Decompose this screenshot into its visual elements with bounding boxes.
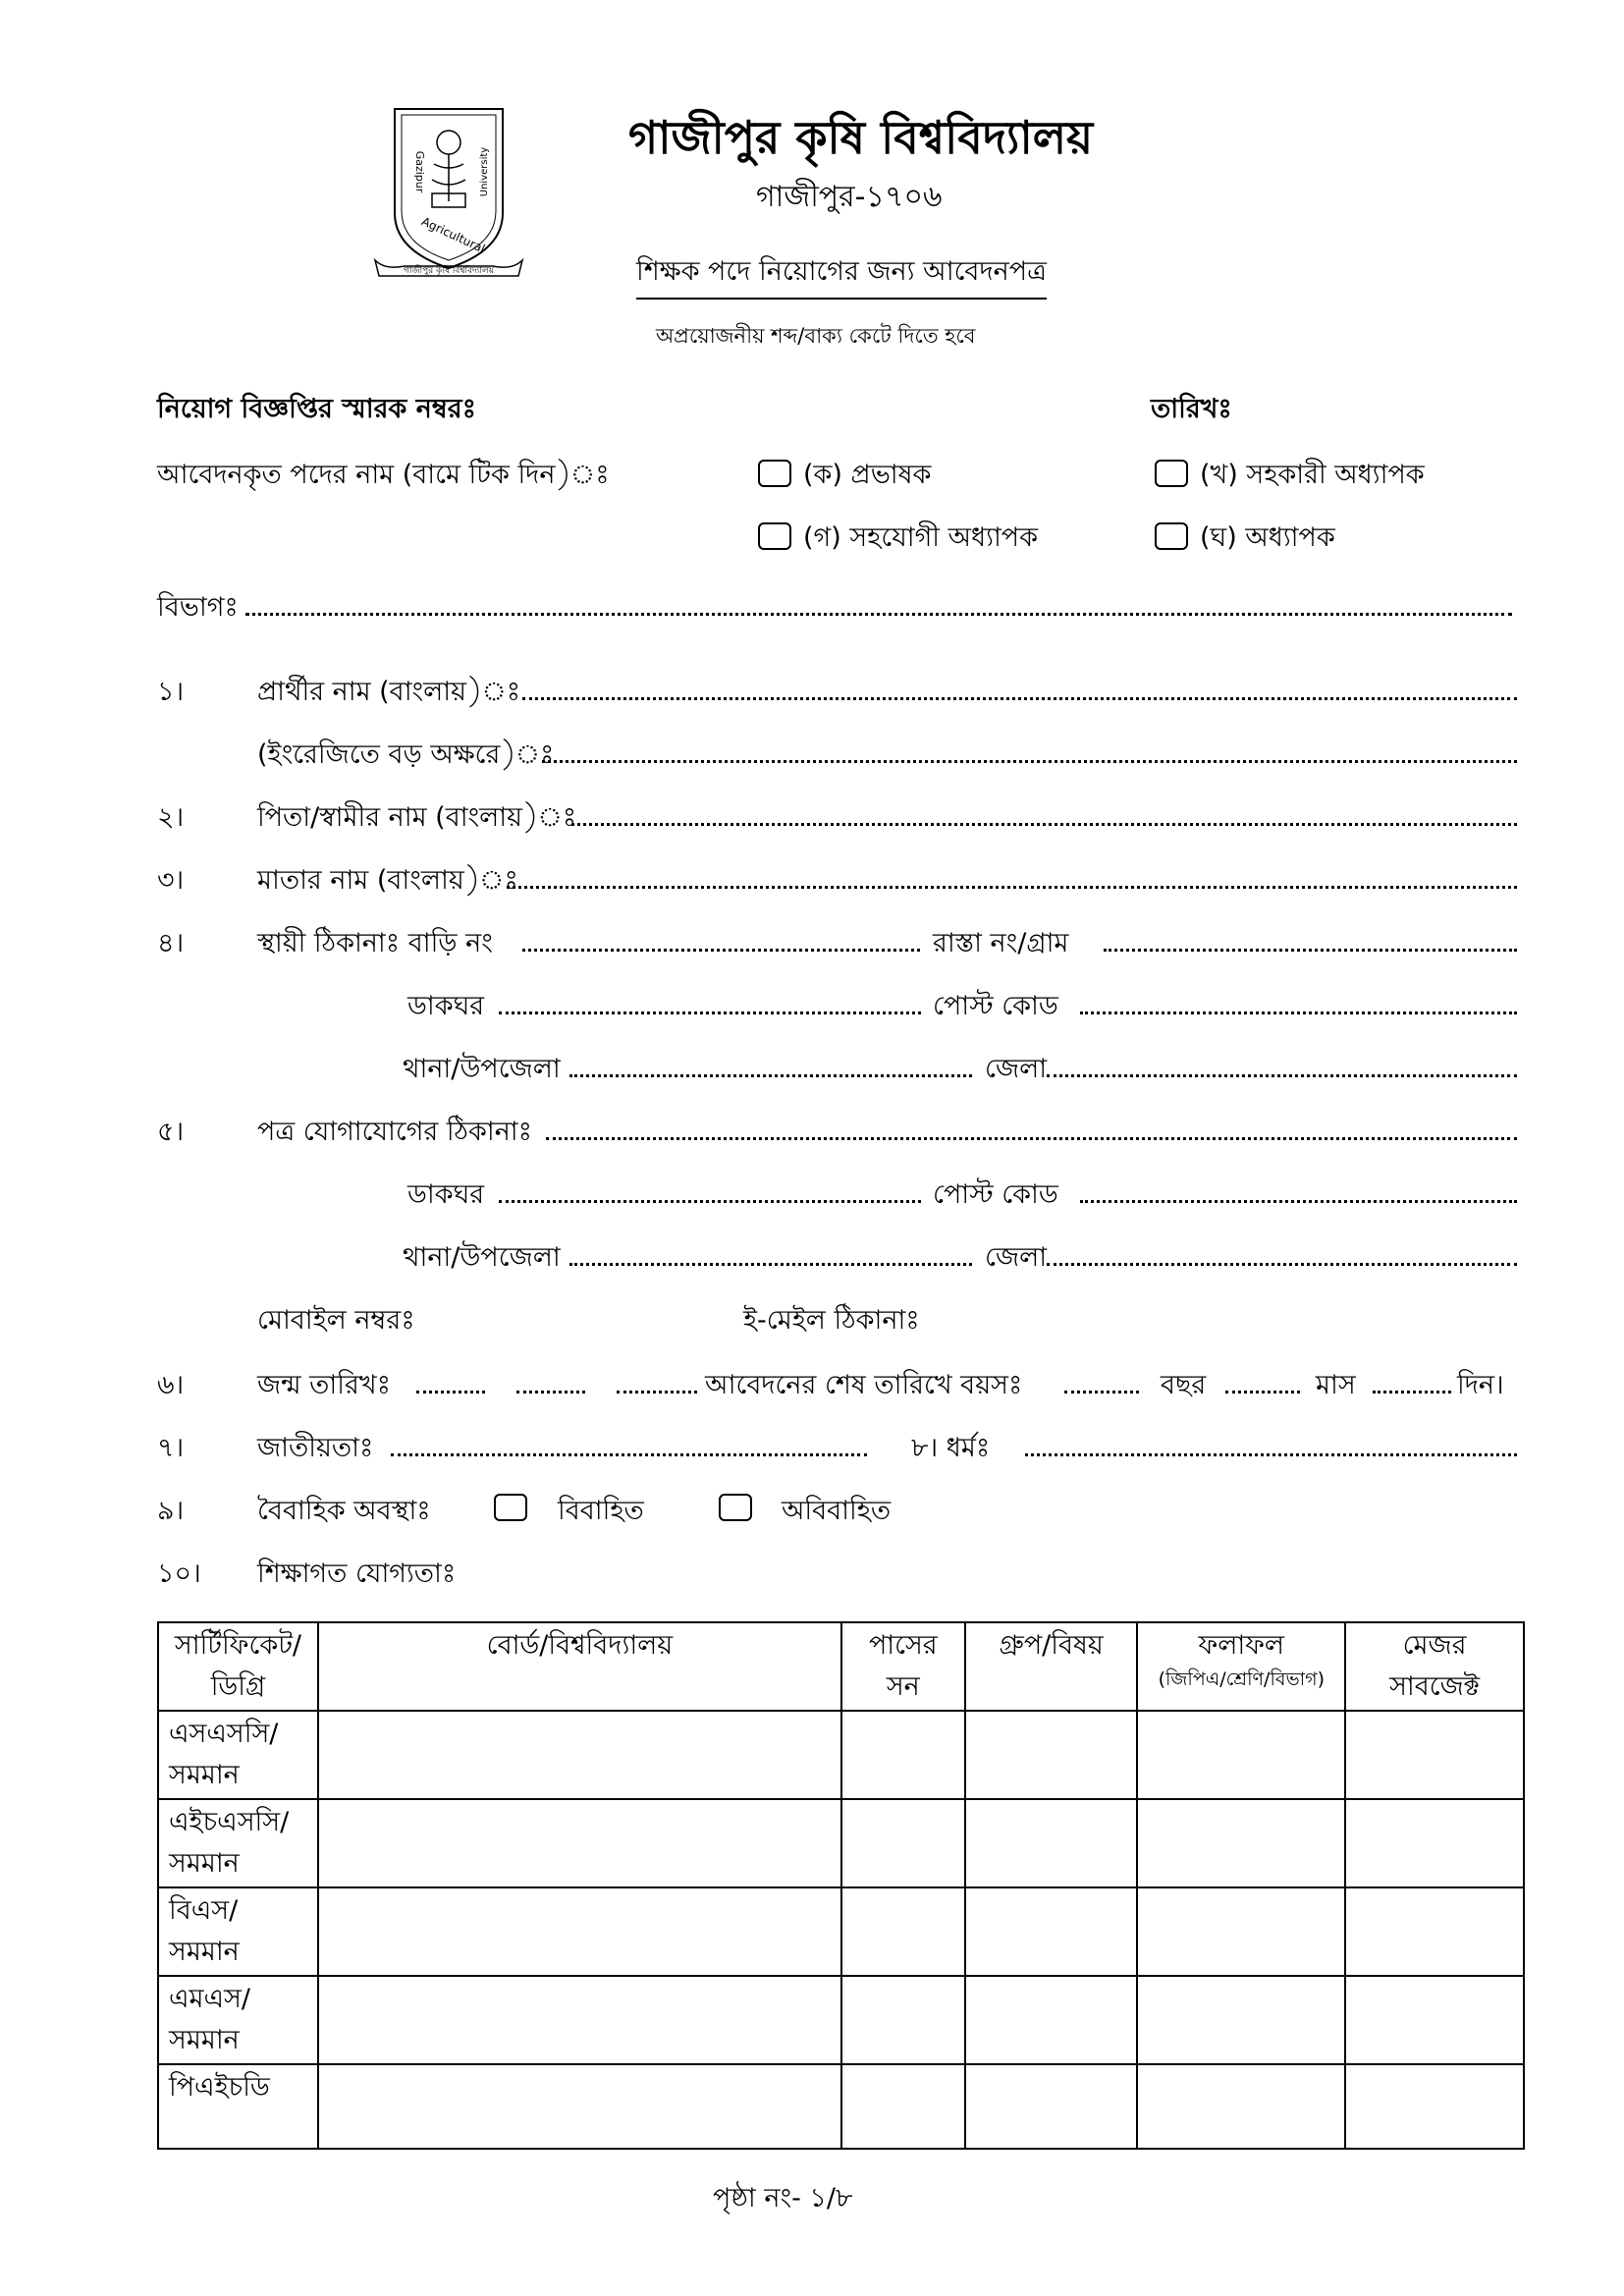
- department-field[interactable]: [245, 613, 1512, 616]
- table-cell[interactable]: [1345, 2064, 1524, 2149]
- table-cell[interactable]: [965, 1976, 1138, 2064]
- perm-postcode-label: পোস্ট কোড: [933, 991, 1058, 1021]
- unmarried-label: অবিবাহিত: [782, 1496, 892, 1526]
- university-logo: [365, 103, 532, 280]
- svg-text:গাজীপুর কৃষি বিশ্ববিদ্যালয়: গাজীপুর কৃষি বিশ্ববিদ্যালয়: [403, 266, 495, 276]
- age-year-field[interactable]: [1064, 1391, 1139, 1394]
- marital-label: বৈবাহিক অবস্থাঃ: [257, 1496, 431, 1526]
- table-cell[interactable]: [1137, 1976, 1345, 2064]
- religion-label: ৮। ধর্মঃ: [911, 1433, 991, 1463]
- table-header-row: [158, 1622, 1524, 1711]
- mother-label: মাতার নাম (বাংলায়)ঃ: [257, 865, 518, 896]
- nationality-field[interactable]: [391, 1453, 867, 1456]
- dob-month-field[interactable]: [516, 1391, 585, 1394]
- item-number-9: ৯।: [157, 1496, 185, 1526]
- dob-label: জন্ম তারিখঃ: [257, 1370, 391, 1400]
- item-number-4: ৪।: [157, 928, 185, 958]
- year-label: বছর: [1161, 1370, 1207, 1400]
- checkbox-lecturer[interactable]: [758, 460, 791, 487]
- table-cell[interactable]: [318, 1976, 841, 2064]
- col-result: [1137, 1622, 1345, 1711]
- mail-district-label: জেলা: [985, 1242, 1048, 1273]
- col-result-title: ফলাফল: [1198, 1630, 1285, 1661]
- col-certificate: সার্টিফিকেট/ ডিগ্রি: [158, 1622, 318, 1711]
- name-en-field[interactable]: [542, 760, 1517, 763]
- item-number-10: ১০।: [157, 1558, 201, 1589]
- table-cell[interactable]: [1137, 2064, 1345, 2149]
- table-row: [158, 1799, 1524, 1887]
- perm-house-label: স্থায়ী ঠিকানাঃ বাড়ি নং: [257, 928, 493, 958]
- table-row: [158, 1976, 1524, 2064]
- row-label: এমএস/ সমমান: [158, 1976, 318, 2064]
- table-cell[interactable]: [1345, 1976, 1524, 2064]
- table-cell[interactable]: [841, 1711, 965, 1799]
- perm-road-label: রাস্তা নং/গ্রাম: [933, 928, 1069, 958]
- perm-thana-label: থানা/উপজেলা: [403, 1054, 561, 1084]
- table-cell[interactable]: [965, 1711, 1138, 1799]
- mobile-label: মোবাইল নম্বরঃ: [257, 1305, 415, 1336]
- row-label: এসএসসি/ সমমান: [158, 1711, 318, 1799]
- col-group: গ্রুপ/বিষয়: [965, 1622, 1138, 1711]
- instruction-note: অপ্রয়োজনীয় শব্দ/বাক্য কেটে দিতে হবে: [656, 324, 976, 348]
- item-number-7: ৭।: [157, 1433, 185, 1463]
- table-cell[interactable]: [318, 1799, 841, 1887]
- table-row: [158, 1711, 1524, 1799]
- age-month-field[interactable]: [1225, 1391, 1300, 1394]
- post-label: আবেদনকৃত পদের নাম (বামে টিক দিন)ঃ: [157, 460, 610, 490]
- table-cell[interactable]: [1345, 1711, 1524, 1799]
- table-cell[interactable]: [1137, 1799, 1345, 1887]
- perm-district-field[interactable]: [1047, 1074, 1517, 1077]
- mail-postoffice-field[interactable]: [499, 1200, 921, 1203]
- row-label: এইচএসসি/ সমমান: [158, 1799, 318, 1887]
- table-cell[interactable]: [965, 1887, 1138, 1976]
- option-associate-professor: (গ) সহযোগী অধ্যাপক: [803, 522, 1038, 553]
- name-bn-field[interactable]: [522, 697, 1517, 700]
- table-cell[interactable]: [965, 1799, 1138, 1887]
- perm-road-field[interactable]: [1104, 949, 1517, 952]
- mail-thana-label: থানা/উপজেলা: [403, 1242, 561, 1273]
- father-label: পিতা/স্বামীর নাম (বাংলায়)ঃ: [257, 802, 577, 833]
- dob-day-field[interactable]: [416, 1391, 485, 1394]
- university-address: গাজীপুর-১৭০৬: [756, 180, 943, 214]
- table-cell[interactable]: [841, 1887, 965, 1976]
- col-major: মেজর সাবজেক্ট: [1345, 1622, 1524, 1711]
- checkbox-assistant-professor[interactable]: [1155, 460, 1188, 487]
- table-cell[interactable]: [318, 2064, 841, 2149]
- nationality-label: জাতীয়তাঃ: [257, 1433, 374, 1463]
- department-label: বিভাগঃ: [157, 592, 239, 623]
- table-cell[interactable]: [1137, 1887, 1345, 1976]
- mail-postoffice-label: ডাকঘর: [407, 1179, 485, 1210]
- item-number-5: ৫।: [157, 1117, 185, 1147]
- checkbox-professor[interactable]: [1155, 522, 1188, 550]
- col-pass-year: পাসের সন: [841, 1622, 965, 1711]
- item-number-2: ২।: [157, 802, 185, 833]
- option-lecturer: (ক) প্রভাষক: [803, 460, 932, 490]
- date-label: তারিখঃ: [1151, 394, 1232, 424]
- mail-postcode-field[interactable]: [1080, 1200, 1517, 1203]
- checkbox-married[interactable]: [494, 1494, 527, 1521]
- table-row: [158, 1887, 1524, 1976]
- table-cell[interactable]: [318, 1711, 841, 1799]
- education-label: শিক্ষাগত যোগ্যতাঃ: [257, 1558, 457, 1589]
- father-field[interactable]: [571, 823, 1517, 826]
- mother-field[interactable]: [507, 886, 1517, 889]
- perm-house-field[interactable]: [522, 949, 920, 952]
- perm-postcode-field[interactable]: [1080, 1011, 1517, 1014]
- form-title: শিক্ষক পদে নিয়োগের জন্য আবেদনপত্র: [636, 251, 1047, 300]
- religion-field[interactable]: [1025, 1453, 1517, 1456]
- table-cell[interactable]: [318, 1887, 841, 1976]
- mail-district-field[interactable]: [1047, 1263, 1517, 1266]
- checkbox-unmarried[interactable]: [719, 1494, 752, 1521]
- table-cell[interactable]: [841, 2064, 965, 2149]
- married-label: বিবাহিত: [558, 1496, 644, 1526]
- mail-postcode-label: পোস্ট কোড: [933, 1179, 1058, 1210]
- svg-text:University: University: [479, 146, 490, 197]
- day-label: দিন।: [1457, 1370, 1504, 1400]
- table-cell[interactable]: [1345, 1887, 1524, 1976]
- mail-thana-field[interactable]: [569, 1263, 972, 1266]
- name-bn-label: প্রার্থীর নাম (বাংলায়)ঃ: [257, 677, 521, 707]
- table-cell[interactable]: [1137, 1711, 1345, 1799]
- checkbox-associate-professor[interactable]: [758, 522, 791, 550]
- item-number-6: ৬।: [157, 1370, 185, 1400]
- mail-address-label: পত্র যোগাযোগের ঠিকানাঃ: [257, 1117, 533, 1147]
- age-label: আবেদনের শেষ তারিখে বয়সঃ: [705, 1370, 1023, 1400]
- perm-thana-field[interactable]: [569, 1074, 972, 1077]
- university-name: গাজীপুর কৃষি বিশ্ববিদ্যালয়: [628, 111, 1094, 164]
- mail-address-field[interactable]: [546, 1137, 1517, 1140]
- row-label: পিএইচডি: [158, 2064, 318, 2149]
- row-label: বিএস/ সমমান: [158, 1887, 318, 1976]
- email-label: ই-মেইল ঠিকানাঃ: [743, 1305, 920, 1336]
- education-table: [157, 1621, 1525, 2150]
- table-cell[interactable]: [965, 2064, 1138, 2149]
- option-professor: (ঘ) অধ্যাপক: [1200, 522, 1335, 553]
- col-result-sub: (জিপিএ/শ্রেণি/বিভাগ): [1158, 1668, 1325, 1690]
- perm-district-label: জেলা: [985, 1054, 1048, 1084]
- col-board: বোর্ড/বিশ্ববিদ্যালয়: [318, 1622, 841, 1711]
- table-cell[interactable]: [841, 1976, 965, 2064]
- item-number-1: ১।: [157, 677, 185, 707]
- perm-postoffice-field[interactable]: [499, 1011, 921, 1014]
- age-day-field[interactable]: [1373, 1391, 1451, 1394]
- table-cell[interactable]: [841, 1799, 965, 1887]
- option-assistant-professor: (খ) সহকারী অধ্যাপক: [1200, 460, 1425, 490]
- svg-text:Agricultural: Agricultural: [419, 214, 488, 256]
- table-row: [158, 2064, 1524, 2149]
- table-cell[interactable]: [1345, 1799, 1524, 1887]
- dob-year-field[interactable]: [617, 1391, 697, 1394]
- perm-postoffice-label: ডাকঘর: [407, 991, 485, 1021]
- memo-label: নিয়োগ বিজ্ঞপ্তির স্মারক নম্বরঃ: [157, 394, 476, 424]
- page-number: পৃষ্ঠা নং- ১/৮: [713, 2183, 853, 2214]
- svg-text:Gazipur: Gazipur: [413, 150, 426, 193]
- name-en-label: (ইংরেজিতে বড় অক্ষরে)ঃ: [257, 739, 555, 770]
- item-number-3: ৩।: [157, 865, 185, 896]
- month-label: মাস: [1316, 1370, 1356, 1400]
